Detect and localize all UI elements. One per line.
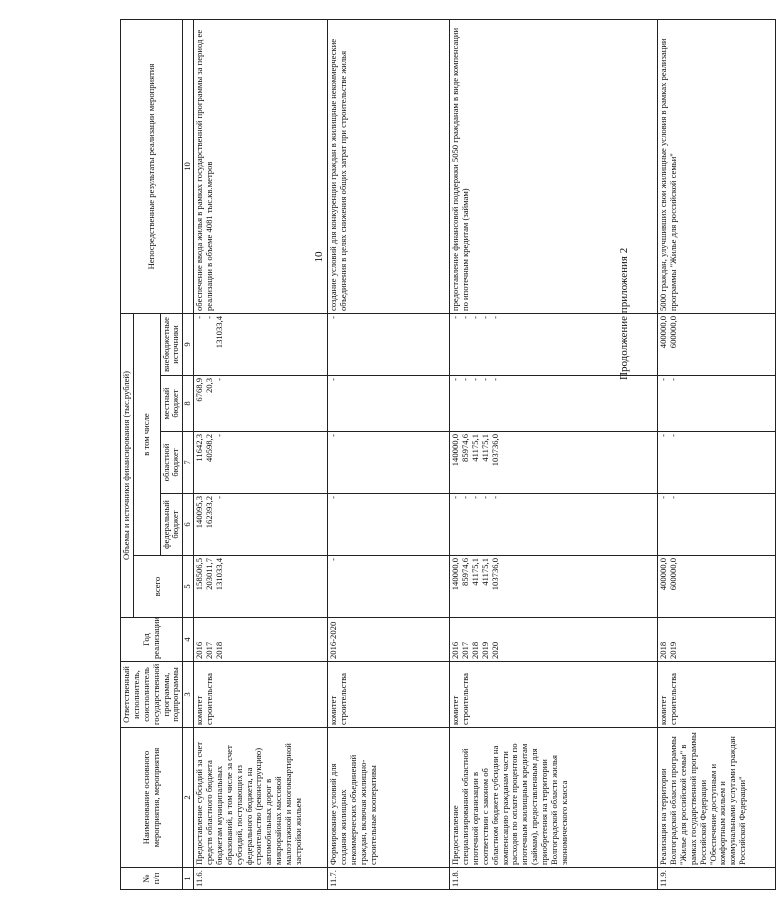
row-federal: [658, 494, 776, 556]
row-local-value: -: [489, 378, 500, 381]
row-offbudget: [450, 313, 658, 375]
row-regional-value: 140000,0: [450, 434, 461, 467]
row-years-value: 2016: [450, 641, 461, 659]
header-regional: областной бюджет: [160, 432, 183, 494]
row-federal-value: 140095,3: [194, 496, 205, 529]
row-years-value: 2017: [460, 641, 470, 659]
row-regional-value: 41175,1: [479, 434, 490, 462]
row-years-value: 2018: [469, 641, 480, 659]
header-total: всего: [133, 556, 182, 618]
row-regional-value: -: [328, 434, 339, 437]
row-total-value: 85974,6: [460, 558, 470, 586]
row-federal-value: -: [479, 496, 490, 499]
row-offbudget-value: 131033,4: [213, 315, 224, 349]
row-name: Предоставление субсидий за счет средств областного бюджета бюджетам муниципальных образований, в том числе за счет субсидий, поступающих из федерального бюджета, на строительство (реконструкцию) автомобильных дорог в микрорайонах массовой малоэтажной и многоквартирной застройки жильем: [194, 728, 328, 868]
row-number: 11.6.: [194, 868, 328, 890]
row-offbudget: [328, 313, 450, 375]
row-local-value: 20,3: [204, 378, 214, 394]
row-total: [658, 556, 776, 618]
row-local: [658, 376, 776, 432]
header-volumes: Объемы и источники финансирования (тыс.рублей): [121, 313, 134, 617]
row-local-value: -: [460, 378, 470, 381]
row-total-value: 600000,0: [668, 558, 678, 591]
row-local: [328, 376, 450, 432]
row-federal-value: -: [460, 496, 470, 499]
row-regional-value: 40598,2: [204, 434, 214, 462]
row-total-value: 158506,5: [194, 558, 205, 591]
col-index: 6: [183, 494, 194, 556]
col-index: 9: [183, 313, 194, 375]
row-local-value: -: [328, 378, 339, 381]
row-federal-value: -: [489, 496, 500, 499]
row-federal: [328, 494, 450, 556]
row-years-value: 2018: [213, 641, 224, 659]
row-total-value: -: [328, 558, 339, 561]
table-row: [194, 19, 328, 889]
row-regional: [450, 432, 658, 494]
table-row: [328, 19, 450, 889]
row-offbudget-value: -: [479, 315, 490, 319]
row-number: 11.9.: [658, 868, 776, 890]
header-federal: федеральный бюджет: [160, 494, 183, 556]
row-federal: [194, 494, 328, 556]
row-total-value: 41175,1: [479, 558, 490, 586]
row-total-value: 203011,7: [204, 558, 214, 590]
row-total-value: 140000,0: [450, 558, 461, 591]
row-name: Предоставление специализированной областной ипотечной организации в соответствии с законом об областном бюджете субсидии на компенсацию гражданам части расходов по оплате процентов по ипотечным жилищным кредитам (займам), предоставленным для приобретения на территории Волгоградской области жилья экономического класса: [450, 728, 658, 868]
col-index: 8: [183, 376, 194, 432]
row-offbudget-value: 400000,0: [658, 315, 669, 349]
row-executor: комитет строительства: [658, 662, 776, 728]
row-offbudget-value: -: [194, 315, 205, 319]
row-years-value: 2019: [668, 641, 678, 659]
row-total-value: 103736,0: [489, 558, 500, 591]
row-offbudget-value: -: [489, 315, 500, 319]
page-number: 10: [313, 251, 325, 263]
col-index: 1: [183, 868, 194, 890]
row-total: [328, 556, 450, 618]
row-regional-value: 41175,1: [469, 434, 480, 462]
row-offbudget-value: -: [328, 315, 339, 319]
row-regional-value: 103736,0: [489, 434, 500, 467]
table-body: [194, 19, 776, 889]
row-local-value: 6768,9: [194, 378, 205, 402]
row-total: [450, 556, 658, 618]
row-executor: комитет строительства: [450, 662, 658, 728]
row-federal-value: -: [213, 496, 224, 499]
row-result: предоставление финансовой поддержки 5050 гражданам в виде компенсации по ипотечным кредитам (займам): [450, 19, 658, 313]
row-offbudget-value: -: [204, 315, 214, 319]
row-result: 5000 граждан, улучшивших свои жилищные условия в рамках реализации программы "Жилье для российской семьи": [658, 19, 776, 313]
col-index: 7: [183, 432, 194, 494]
row-years-value: 2018: [658, 641, 669, 659]
column-index-row: [183, 19, 194, 889]
row-executor: комитет строительства: [194, 662, 328, 728]
header-local: местный бюджет: [160, 376, 183, 432]
row-offbudget-value: 600000,0: [668, 315, 678, 349]
row-local-value: -: [668, 378, 678, 381]
row-executor: комитет строительства: [328, 662, 450, 728]
row-years: [450, 618, 658, 662]
row-total-value: 41175,1: [469, 558, 480, 586]
row-total: [194, 556, 328, 618]
row-years-value: 2020: [489, 641, 500, 659]
row-years: [658, 618, 776, 662]
row-regional: [328, 432, 450, 494]
header-executor: Ответственный исполнитель, соисполнитель государственной программы, подпрограммы: [121, 662, 183, 728]
header-results: Непосредственные результаты реализации мероприятия: [121, 19, 183, 313]
row-federal-value: 162393,2: [204, 496, 214, 529]
row-regional-value: 85974,6: [460, 434, 470, 462]
row-years-value: 2017: [204, 641, 214, 659]
row-regional-value: -: [668, 434, 678, 437]
row-years-value: 2016-2020: [328, 621, 339, 659]
row-offbudget-value: -: [469, 315, 480, 319]
row-offbudget: [194, 313, 328, 375]
row-federal-value: -: [469, 496, 480, 499]
row-years: [328, 618, 450, 662]
table-row: [450, 19, 658, 889]
row-regional-value: -: [213, 434, 224, 437]
row-offbudget-value: -: [460, 315, 470, 319]
row-result: обеспечение ввода жилья в рамках государственной программы за период ее реализации в объеме 4081 тыс.кв.метров: [194, 19, 328, 313]
row-number: 11.8.: [450, 868, 658, 890]
row-federal-value: -: [658, 496, 669, 499]
row-local: [194, 376, 328, 432]
col-index: 5: [183, 556, 194, 618]
row-regional-value: -: [658, 434, 669, 437]
row-federal-value: -: [450, 496, 461, 499]
row-federal: [450, 494, 658, 556]
header-name: Наименование основного мероприятия, мероприятия: [121, 728, 183, 868]
col-index: 4: [183, 618, 194, 662]
col-index: 3: [183, 662, 194, 728]
row-local-value: -: [658, 378, 669, 381]
row-name: Реализация на территории Волгоградской области программы "Жилье для российской семьи" в рамках государственной программы Российской Федерации "Обеспечение доступным и комфортным жильем и коммунальными услугами граждан Российской Федерации": [658, 728, 776, 868]
header-num: № п/п: [121, 868, 183, 890]
row-local: [450, 376, 658, 432]
row-regional: [658, 432, 776, 494]
row-regional-value: 11642,3: [194, 434, 205, 462]
row-local-value: -: [450, 378, 461, 381]
row-years-value: 2016: [194, 641, 205, 659]
header-including: в том числе: [133, 313, 160, 555]
col-index: 2: [183, 728, 194, 868]
row-result: создание условий для конкуренции граждан в жилищные некоммерческие объединения в целях снижения общих затрат при строительстве жилья: [328, 19, 450, 313]
row-federal-value: -: [328, 496, 339, 499]
row-federal-value: -: [668, 496, 678, 499]
table-row: [658, 19, 776, 889]
program-table: [120, 19, 776, 890]
row-local-value: -: [213, 378, 224, 381]
row-years: [194, 618, 328, 662]
row-years-value: 2019: [479, 641, 490, 659]
row-number: 11.7.: [328, 868, 450, 890]
row-offbudget: [658, 313, 776, 375]
header-offbudget: внебюджетные источники: [160, 313, 183, 375]
header-year: Год реализации: [121, 618, 183, 662]
row-offbudget-value: -: [450, 315, 461, 319]
col-index: 10: [183, 19, 194, 313]
row-local-value: -: [469, 378, 480, 381]
row-name: Формирование условий для создания жилищных некоммерческих объединений граждан, включая жилищно-строительные кооперативы: [328, 728, 450, 868]
continuation-title: Продолжение приложения 2: [618, 247, 630, 380]
row-local-value: -: [479, 378, 490, 381]
row-total-value: 400000,0: [658, 558, 669, 591]
row-regional: [194, 432, 328, 494]
row-total-value: 131033,4: [213, 558, 224, 591]
